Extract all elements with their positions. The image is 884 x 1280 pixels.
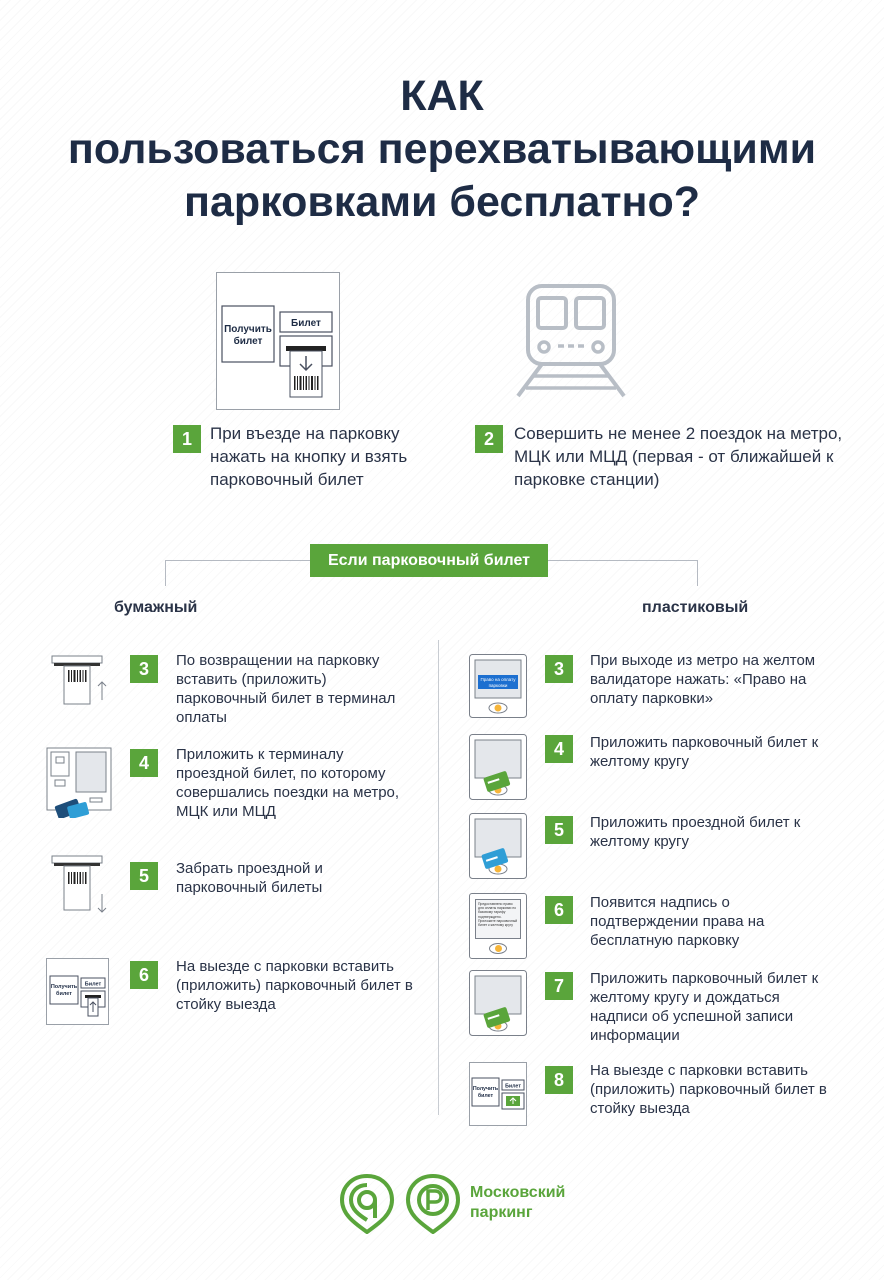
bracket-right-horizontal — [548, 560, 698, 561]
step-text-1: При въезде на парковку нажать на кнопку и взять парковочный билет — [210, 424, 408, 489]
paper-step-number-6: 6 — [130, 961, 158, 989]
validator-parking-card-illustration — [469, 734, 527, 800]
svg-text:Получить: Получить — [472, 1086, 499, 1092]
svg-text:билет: билет — [233, 336, 263, 347]
title-line-1: КАК — [400, 72, 484, 120]
paper-step-number-3: 3 — [130, 655, 158, 683]
paper-column-label: бумажный — [114, 599, 198, 616]
paper-step-text-6: На выезде с парковки вставить (приложить) парковочный билет в стойку выезда — [176, 958, 413, 1013]
plastic-step-text-4: Приложить парковочный билет к желтому кругу — [590, 734, 819, 770]
paper-step-number-5: 5 — [130, 862, 158, 890]
title-line-2: пользоваться перехватывающими — [67, 125, 817, 173]
plastic-column-label: пластиковый — [642, 599, 749, 616]
svg-text:Получить: Получить — [50, 984, 78, 990]
validator-confirmation-illustration — [469, 893, 527, 959]
logo-line-2: паркинг — [470, 1204, 533, 1221]
paper-step-number-4: 4 — [130, 749, 158, 777]
parking-logo-icon — [404, 1172, 462, 1234]
ticket-type-banner: Если парковочный билет — [310, 544, 548, 577]
exit-terminal-plastic-illustration — [469, 1062, 527, 1126]
validator-transport-card-illustration — [469, 813, 527, 879]
moscow-transport-logo-icon — [338, 1172, 396, 1234]
validator-confirmation-screen — [475, 899, 521, 939]
svg-text:Билет: Билет — [291, 318, 321, 329]
plastic-step-number-5: 5 — [545, 816, 573, 844]
svg-text:Билет: Билет — [505, 1083, 521, 1090]
validator-button-label-line2: парковки — [488, 683, 508, 688]
plastic-step-text-3: При выходе из метро на желтом валидаторе нажать: «Право на оплату парковки» — [590, 652, 816, 707]
title-line-3: парковками бесплатно? — [183, 178, 701, 226]
validator-button-illustration — [469, 654, 527, 718]
plastic-step-text-8: На выезде с парковки вставить (приложить) парковочный билет в стойку выезда — [590, 1062, 827, 1117]
validator-parking-card-write-illustration — [469, 970, 527, 1036]
entry-terminal-illustration — [216, 272, 340, 410]
validator-button-label-line1: Право на оплату — [480, 677, 516, 682]
payment-terminal-illustration — [46, 746, 114, 818]
paper-take-ticket-illustration — [50, 854, 112, 916]
paper-step-text-3: По возвращении на парковку вставить (приложить) парковочный билет в терминал оплаты — [176, 652, 396, 726]
plastic-step-text-5: Приложить проездной билет к желтому кругу — [590, 814, 801, 850]
plastic-step-number-3: 3 — [545, 655, 573, 683]
svg-text:билет: билет — [56, 991, 72, 997]
bracket-left-vertical — [165, 560, 166, 586]
plastic-step-number-6: 6 — [545, 896, 573, 924]
step-text-2: Совершить не менее 2 поездок на метро, МЦК или МЦД (первая - от ближайшей к парковке станции) — [514, 424, 843, 489]
logo-line-1: Московский — [470, 1184, 566, 1201]
exit-terminal-illustration — [46, 958, 110, 1026]
bracket-right-vertical — [697, 560, 698, 586]
plastic-step-text-6: Появится надпись о подтверждении права на бесплатную парковку — [590, 894, 765, 949]
paper-step-text-4: Приложить к терминалу проездной билет, по которому совершались поездки на метро, МЦК или МЦД — [176, 746, 400, 820]
paper-insert-ticket-illustration — [50, 654, 112, 708]
moscow-parking-logo-text — [470, 1183, 565, 1223]
svg-text:Получить: Получить — [224, 324, 272, 335]
svg-text:Билет: Билет — [84, 981, 102, 988]
column-divider — [438, 640, 439, 1115]
step-number-1: 1 — [173, 425, 201, 453]
plastic-step-number-8: 8 — [545, 1066, 573, 1094]
train-icon — [512, 282, 630, 398]
validator-yellow-circle — [489, 943, 507, 954]
step-number-2: 2 — [475, 425, 503, 453]
plastic-step-text-7: Приложить парковочный билет к желтому кругу и дождаться надписи об успешной записи информации — [590, 970, 819, 1044]
svg-text:билет: билет — [477, 1093, 494, 1099]
page-title — [0, 70, 884, 229]
bracket-left-horizontal — [165, 560, 310, 561]
paper-step-text-5: Забрать проездной и парковочный билеты — [176, 860, 323, 896]
plastic-step-number-4: 4 — [545, 735, 573, 763]
plastic-step-number-7: 7 — [545, 972, 573, 1000]
validator-confirmation-text: Предоставлено право для оплаты парковки по базовому тарифу подтверждено. Приложите парковочный билет к желтому кругу — [478, 902, 518, 928]
